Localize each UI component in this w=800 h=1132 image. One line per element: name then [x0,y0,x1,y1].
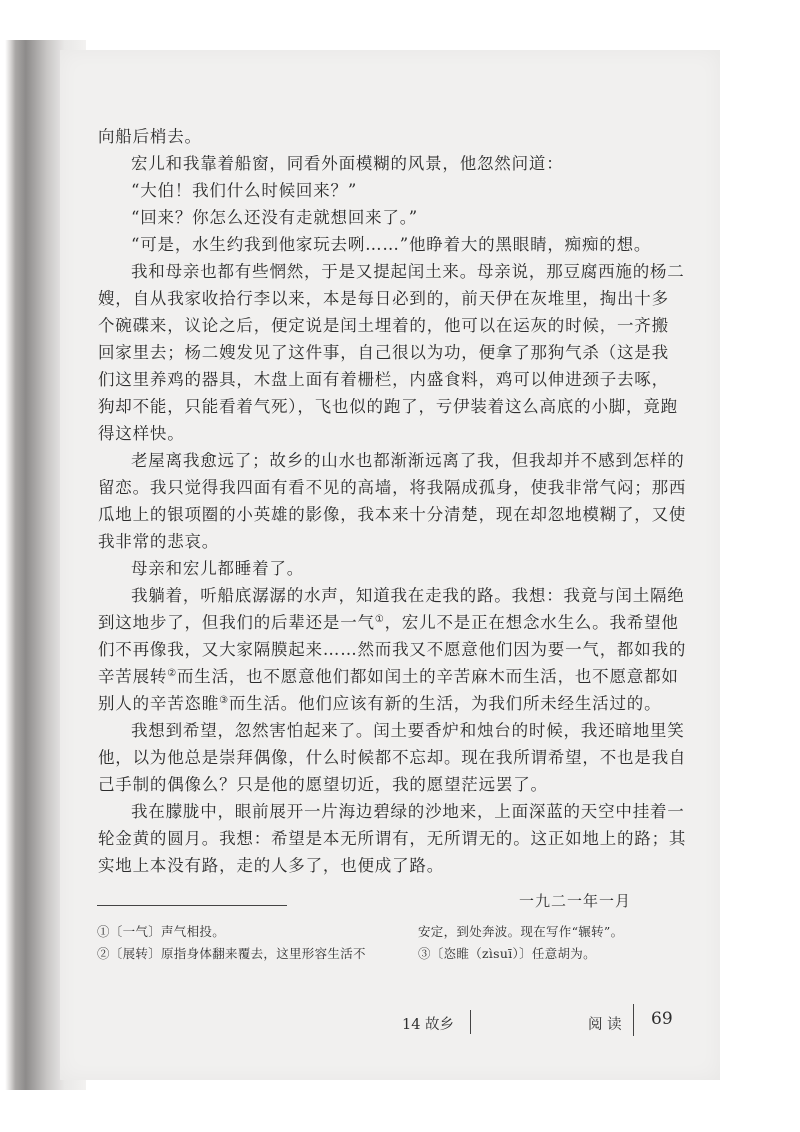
footnote-3: ③〔恣睢（zìsuī）〕任意胡为。 [418,946,596,961]
text-line [98,696,661,713]
chapter-label: 14 故乡 [402,1017,455,1033]
text-line: 老屋离我愈远了；故乡的山水也都渐渐远离了我，但我却并不感到怎样的 [131,451,685,470]
text-line: 得这样快。 [98,424,185,443]
text-line: 母亲和宏儿都睡着了。 [131,559,304,578]
text-line: “大伯！我们什么时候回来？” [131,181,358,200]
text-line: 实地上本没有路，走的人多了，也便成了路。 [98,856,444,875]
footer-divider [470,1010,471,1034]
text-line: 轮金黄的圆月。我想：希望是本无所谓有，无所谓无的。这正如地上的路；其 [98,829,687,848]
footer-divider [633,1004,634,1036]
footnote-2-continued: 安定，到处奔波。现在写作“辗转”。 [418,924,624,939]
text-segment: 辛苦展转 [98,667,168,686]
text-line: 狗却不能，只能看着气死），飞也似的跑了，亏伊装着这么高底的小脚，竟跑 [98,397,678,416]
section-label: 阅 读 [588,1017,622,1033]
text-line: 向船后梢去。 [98,127,202,146]
text-line: “可是，水生约我到他家玩去咧……”他睁着大的黑眼睛，痴痴的想。 [131,235,652,254]
text-line: 我躺着，听船底潺潺的水声，知道我在走我的路。我想：我竟与闰土隔绝 [131,586,685,605]
text-segment: 而生活，也不愿意他们都如闰土的辛苦麻木而生活，也不愿意都如 [176,667,679,686]
text-segment: 别人的辛苦恣睢 [98,694,220,713]
text-line: 们这里养鸡的器具，木盘上面有着栅栏，内盛食料，鸡可以伸进颈子去啄， [98,370,669,389]
footnote-mark: ① [374,614,385,625]
text-line: 瓜地上的银项圈的小英雄的影像，我本来十分清楚，现在却忽地模糊了，又使 [98,505,687,524]
text-line: “回来？你怎么还没有走就想回来了。” [131,208,419,227]
page-number: 69 [651,1009,673,1029]
text-segment: 而生活。他们应该有新的生活，为我们所未经生活过的。 [228,694,662,713]
text-line: 个碗碟来，议论之后，便定说是闰土埋着的，他可以在运灰的时候，一齐搬 [98,316,669,335]
footnote-1: ①〔一气〕声气相投。 [97,924,226,939]
text-line: 宏儿和我靠着船窗，同看外面模糊的风景，他忽然问道： [131,154,564,173]
text-line: 回家里去；杨二嫂发见了这件事，自己很以为功，便拿了那狗气杀（这是我 [98,343,669,362]
text-line: 己手制的偶像么？只是他的愿望切近，我的愿望茫远罢了。 [98,775,548,794]
text-line: 们不再像我，又大家隔膜起来……然而我又不愿意他们因为要一气，都如我的 [98,640,687,659]
footnote-divider [97,905,287,906]
text-line: 我和母亲也都有些惘然，于是又提起闰土来。母亲说，那豆腐西施的杨二 [131,262,685,281]
text-line: 嫂，自从我家收拾行李以来，本是每日必到的，前天伊在灰堆里，掏出十多 [98,289,669,308]
date-signature: 一九二一年一月 [519,892,632,910]
footnote-2: ②〔展转〕原指身体翻来覆去，这里形容生活不 [97,946,366,961]
text-segment: 到这地步了，但我们的后辈还是一气 [98,613,375,632]
text-line: 他，以为他总是崇拜偶像，什么时候都不忘却。现在我所谓希望，不也是我自 [98,748,687,767]
text-line: 我在朦胧中，眼前展开一片海边碧绿的沙地来，上面深蓝的天空中挂着一 [131,802,685,821]
footnote-mark: ② [167,668,177,679]
text-line: 我非常的悲哀。 [98,532,220,551]
text-line: 留恋。我只觉得我四面有看不见的高墙，将我隔成孤身，使我非常气闷；那西 [98,478,687,497]
text-segment: ，宏儿不是正在想念水生么。我希望他 [384,613,679,632]
text-line [98,669,679,686]
footnote-mark: ③ [219,695,229,706]
text-line [98,615,679,632]
text-line: 我想到希望，忽然害怕起来了。闰土要香炉和烛台的时候，我还暗地里笑 [131,721,685,740]
